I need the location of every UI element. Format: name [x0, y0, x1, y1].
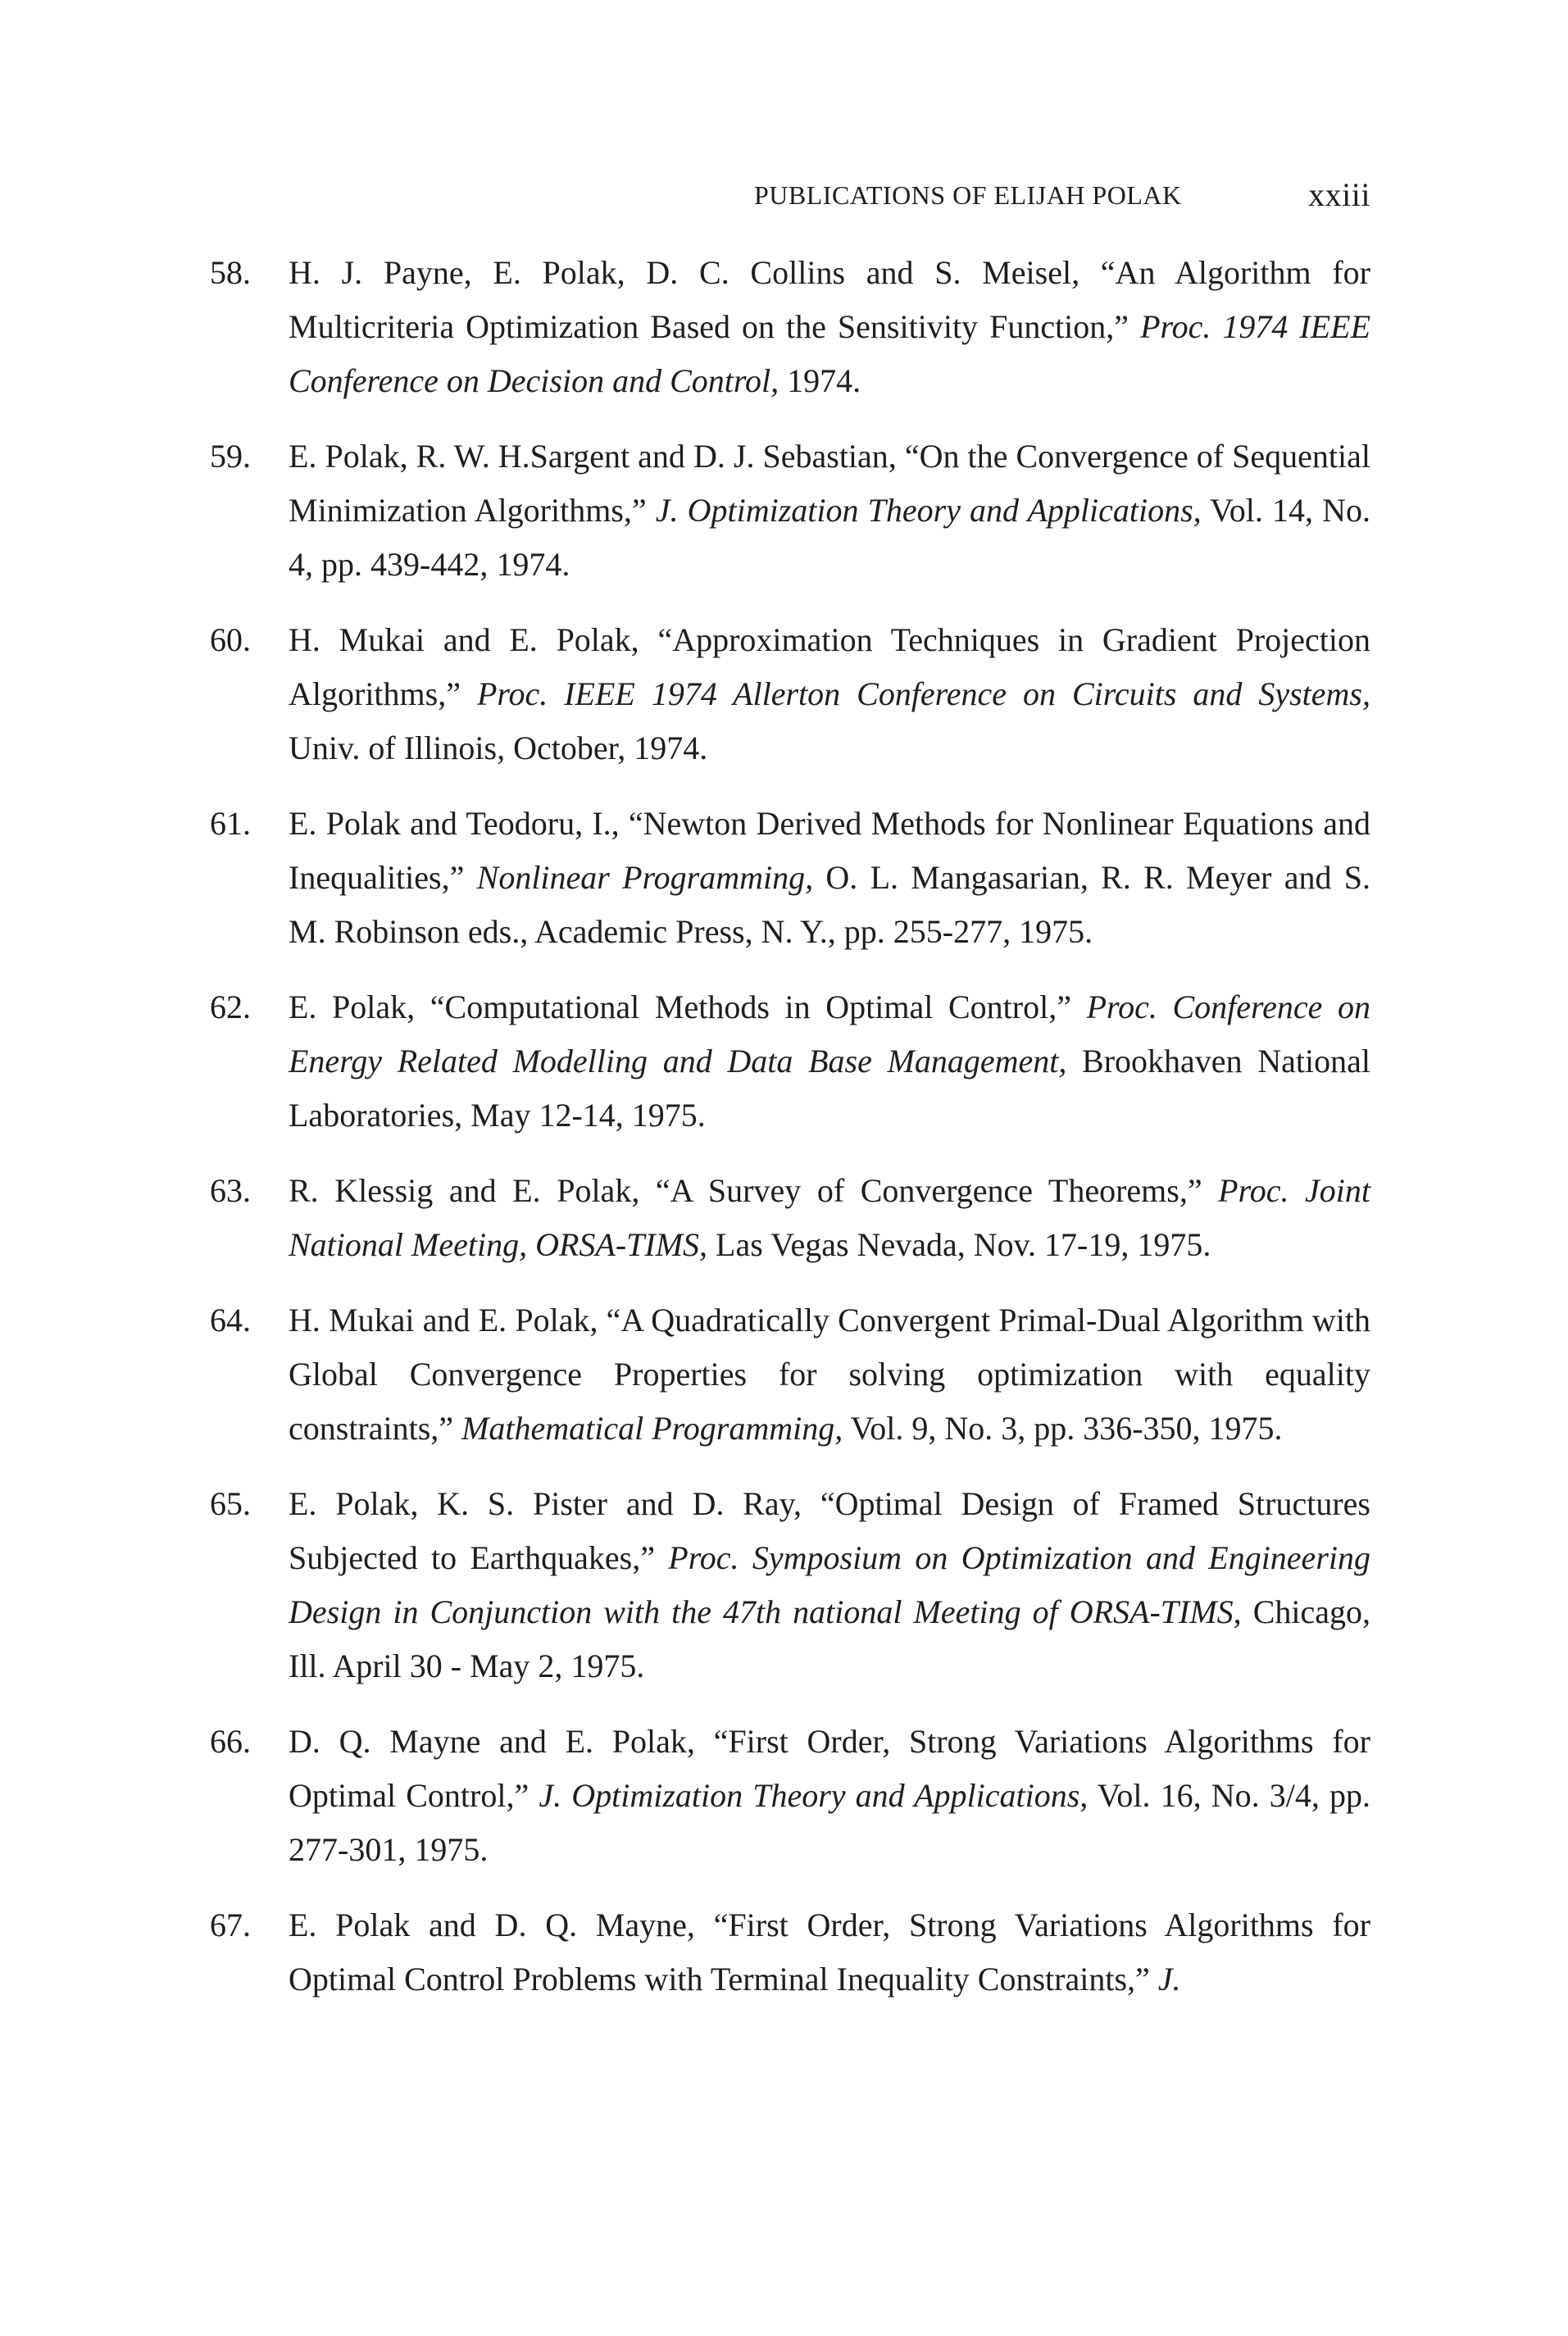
reference-source-title: J. Optimization Theory and Applications,	[539, 1777, 1089, 1814]
reference-source-title: Proc. 1974 IEEE Conference on Decision and Control,	[289, 308, 1370, 399]
reference-number: 67.	[210, 1907, 251, 1943]
reference-number: 64.	[210, 1302, 251, 1338]
running-title: PUBLICATIONS OF ELIJAH POLAK	[754, 180, 1182, 210]
reference-list	[210, 246, 1370, 2028]
reference-item	[210, 1164, 1370, 1272]
reference-text	[289, 246, 1370, 408]
reference-item	[210, 246, 1370, 408]
reference-number: 65.	[210, 1485, 251, 1522]
reference-number: 66.	[210, 1723, 251, 1760]
reference-source-title: Proc. IEEE 1974 Allerton Conference on Circuits and Systems,	[476, 675, 1371, 712]
reference-source-title: J. Optimization Theory and Applications,	[655, 492, 1202, 529]
reference-text-segment: Univ. of Illinois, October, 1974.	[289, 729, 708, 766]
reference-item	[210, 613, 1370, 775]
reference-text	[289, 980, 1370, 1143]
reference-text-segment: H. Mukai and E. Polak, “Approximation Techniques in Gradient Projection Algorithms,”	[289, 621, 1370, 712]
reference-text	[289, 1477, 1370, 1693]
reference-text-segment: H. J. Payne, E. Polak, D. C. Collins and S. Meisel, “An Algorithm for Multicriteria Optimization Based on the Sensitivity Function,”	[289, 254, 1370, 345]
reference-text	[289, 1164, 1370, 1272]
reference-text	[289, 797, 1370, 959]
reference-text-segment: E. Polak, R. W. H.Sargent and D. J. Sebastian, “On the Convergence of Sequential Minimization Algorithms,”	[289, 438, 1370, 529]
reference-item	[210, 1293, 1370, 1456]
reference-text	[289, 1898, 1370, 2007]
reference-number: 63.	[210, 1172, 251, 1209]
reference-item	[210, 429, 1370, 592]
reference-text-segment: E. Polak, K. S. Pister and D. Ray, “Optimal Design of Framed Structures Subjected to Earthquakes,”	[289, 1485, 1370, 1576]
reference-text-segment: Las Vegas Nevada, Nov. 17-19, 1975.	[707, 1226, 1211, 1263]
reference-text-segment: R. Klessig and E. Polak, “A Survey of Convergence Theorems,”	[289, 1172, 1219, 1209]
reference-text-segment: E. Polak and D. Q. Mayne, “First Order, Strong Variations Algorithms for Optimal Control Problems with Terminal Inequality Constraints,”	[289, 1907, 1370, 1997]
reference-text-segment: E. Polak, “Computational Methods in Optimal Control,”	[289, 988, 1087, 1025]
reference-number: 62.	[210, 988, 251, 1025]
reference-text	[289, 429, 1370, 592]
reference-number: 58.	[210, 254, 251, 291]
reference-text-segment: Vol. 14, No. 4, pp. 439-442, 1974.	[289, 492, 1370, 583]
reference-number: 59.	[210, 438, 251, 475]
reference-text-segment: H. Mukai and E. Polak, “A Quadratically Convergent Primal-Dual Algorithm with Global Convergence Properties for solving optimization with equality constraints,”	[289, 1302, 1370, 1447]
reference-source-title: Proc. Joint National Meeting, ORSA-TIMS,	[289, 1172, 1371, 1263]
reference-source-title: Mathematical Programming,	[461, 1410, 843, 1447]
reference-item	[210, 797, 1370, 959]
reference-source-title: Nonlinear Programming,	[476, 859, 814, 896]
reference-item	[210, 1898, 1370, 2007]
reference-item	[210, 1715, 1370, 1877]
reference-text-segment: Vol. 9, No. 3, pp. 336-350, 1975.	[843, 1410, 1283, 1447]
reference-number: 61.	[210, 805, 251, 842]
reference-text-segment: Vol. 16, No. 3/4, pp. 277-301, 1975.	[289, 1777, 1371, 1868]
reference-text-segment: O. L. Mangasarian, R. R. Meyer and S. M. Robinson eds., Academic Press, N. Y., pp. 255-277, 1975.	[289, 859, 1371, 950]
reference-text	[289, 1293, 1370, 1456]
reference-source-title: J.	[1157, 1961, 1181, 1997]
reference-text-segment: Brookhaven National Laboratories, May 12-14, 1975.	[289, 1043, 1370, 1134]
reference-text-segment: 1974.	[779, 362, 861, 399]
reference-source-title: Proc. Symposium on Optimization and Engineering Design in Conjunction with the 47th national Meeting of ORSA-TIMS,	[289, 1539, 1370, 1630]
reference-text	[289, 1715, 1370, 1877]
reference-text	[289, 613, 1370, 775]
reference-item	[210, 980, 1370, 1143]
reference-number: 60.	[210, 621, 251, 658]
page-number: xxiii	[1308, 176, 1370, 213]
page-header	[754, 172, 1370, 221]
reference-text-segment: D. Q. Mayne and E. Polak, “First Order, Strong Variations Algorithms for Optimal Control,”	[289, 1723, 1370, 1814]
reference-item	[210, 1477, 1370, 1693]
reference-text-segment: Chicago, Ill. April 30 - May 2, 1975.	[289, 1593, 1371, 1684]
reference-text-segment: E. Polak and Teodoru, I., “Newton Derived Methods for Nonlinear Equations and Inequalities,”	[289, 805, 1370, 896]
reference-source-title: Proc. Conference on Energy Related Modelling and Data Base Management,	[289, 988, 1370, 1079]
